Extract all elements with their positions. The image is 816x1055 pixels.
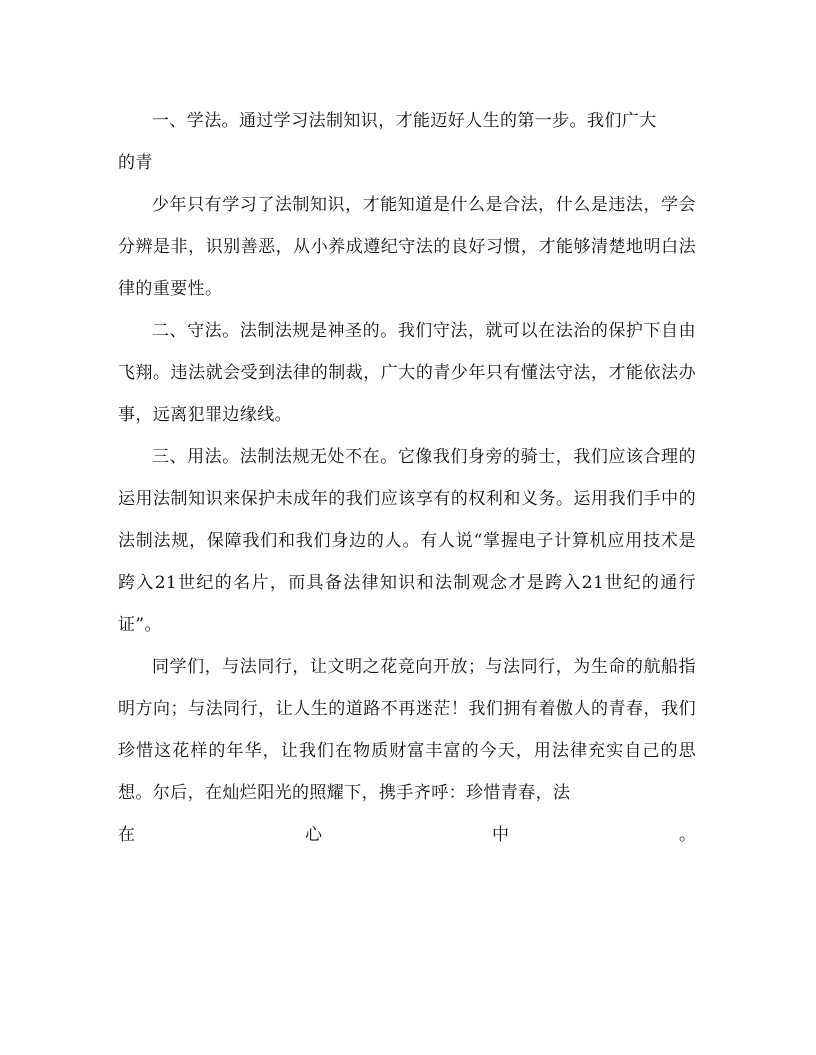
paragraph-1-line-1: 一、学法。通过学习法制知识，才能迈好人生的第一步。我们广大 (152, 111, 657, 131)
paragraph-2: 少年只有学习了法制知识，才能知道是什么是合法，什么是违法，学会分辨是非，识别善恶，从小养成遵纪守法的良好习惯，才能够清楚地明白法律的重要性。 (118, 195, 696, 299)
last-line-char-3: 中 (492, 825, 509, 845)
paragraph-5-last-line (118, 814, 696, 856)
last-line-char-4: 。 (679, 825, 696, 845)
paragraph-4: 三、用法。法制法规无处不在。它像我们身旁的骑士，我们应该合理的运用法制知识来保护未成年的我们应该享有的权利和义务。运用我们手中的法制法规，保障我们和我们身边的人。有人说“掌握电子计算机应用技术是跨入21世纪的名片，而具备法律知识和法制观念才是跨入21世纪的通行证”。 (118, 447, 696, 635)
document-body (118, 100, 696, 856)
last-line-char-1: 在 (118, 825, 135, 845)
paragraph-3: 二、守法。法制法规是神圣的。我们守法，就可以在法治的保护下自由飞翔。违法就会受到法律的制裁，广大的青少年只有懂法守法，才能依法办事，远离犯罪边缘线。 (118, 321, 696, 425)
paragraph-5: 同学们，与法同行，让文明之花竞向开放；与法同行，为生命的航船指明方向；与法同行，让人生的道路不再迷茫！我们拥有着傲人的青春，我们珍惜这花样的年华，让我们在物质财富丰富的今天，用法律充实自己的思想。尔后，在灿烂阳光的照耀下，携手齐呼：珍惜青春，法 (118, 657, 696, 803)
paragraph-1-line-2: 的青 (118, 153, 153, 173)
last-line-char-2: 心 (305, 825, 322, 845)
